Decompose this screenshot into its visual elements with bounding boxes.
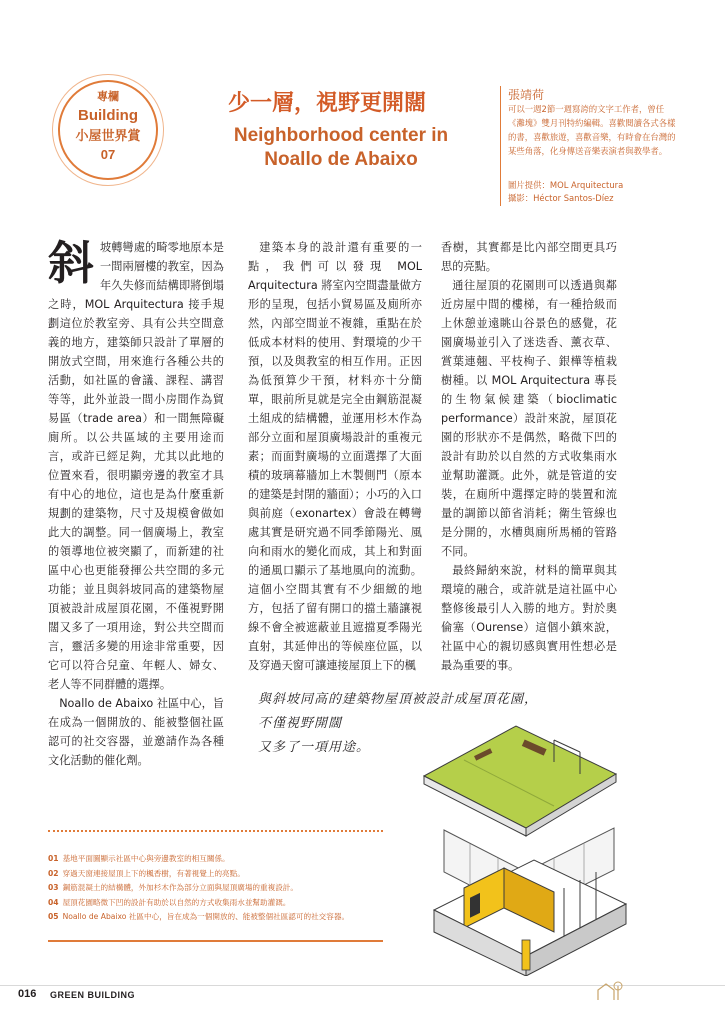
- article-title-en: Neighborhood center in Noallo de Abaixo: [233, 125, 449, 170]
- caption-item: [48, 867, 388, 882]
- paragraph: 通往屋頂的花園則可以透過與鄰近房屋中間的樓梯，有一種拾級而上休憩並遠眺山谷景色的感覺，花園廣場並引入了迷迭香、薰衣草、賞葉連翹、平枝栒子、銀樺等植栽樹種。以 MOL Arquitectura 專長的生物氣候建築（bioclimatic performance）設計來說，屋頂花園的形狀亦不是偶然，略微下凹的設計有助於以自然的方式收集雨水並幫助灌溉。此外，就是管道的安裝，在廁所中選擇定時的裝置和流量的調節以節省消耗；衛生管線也是分開的，水槽與廁所馬桶的管路不同。: [441, 279, 617, 558]
- badge-category: 專欄: [97, 90, 119, 103]
- caption-text: Noallo de Abaixo 社區中心，旨在成為一個開放的、能被整個社區認可的社交容器。: [62, 912, 350, 921]
- house-tree-icon: [596, 980, 626, 1002]
- photographer-credit: 攝影：Héctor Santos-Díez: [508, 193, 614, 203]
- caption-number: 01: [48, 854, 59, 863]
- caption-item: [48, 881, 388, 896]
- drop-cap: 斜: [48, 236, 94, 290]
- caption-item: [48, 910, 388, 925]
- page-number: 016: [18, 988, 37, 1000]
- axonometric-illustration: [404, 718, 644, 976]
- caption-text: 屋頂花園略微下凹的設計有助於以自然的方式收集雨水並幫助灌溉。: [62, 897, 291, 907]
- paragraph: 最終歸納來說，材料的簡單與其環境的融合，或許就是這社區中心整修後最引人入勝的地方。對於奧倫塞（Ourense）這個小鎮來說，社區中心的親切感與實用性想必是最為重要的事。: [441, 564, 617, 672]
- magazine-name: GREEN BUILDING: [50, 990, 136, 1000]
- body-column-3: [441, 238, 617, 675]
- caption-number: 03: [48, 883, 59, 892]
- paragraph: Noallo de Abaixo 社區中心，旨在成為一個開放的、能被整個社區認可的社交容器，並邀請作為各種文化活動的催化劑。: [48, 697, 224, 767]
- column-badge: [58, 80, 158, 180]
- caption-item: [48, 852, 388, 867]
- badge-title-zh: 小屋世界賞: [75, 129, 141, 144]
- caption-text: 穿過天窗連接屋頂上下的楓香樹，有著視覺上的亮點。: [62, 868, 245, 878]
- caption-divider: [48, 940, 383, 942]
- note-line: 又多了一項用途。: [258, 740, 371, 755]
- author-name: 張靖荷: [508, 88, 545, 102]
- caption-text: 基地平面圖顯示社區中心與旁邊教室的相互關係。: [62, 854, 230, 863]
- caption-number: 05: [48, 912, 59, 921]
- caption-item: [48, 896, 388, 911]
- author-divider: [500, 86, 501, 206]
- photo-credit: 圖片提供：MOL Arquitectura: [508, 180, 624, 190]
- paragraph: 香樹，其實都是比內部空間更具巧思的亮點。: [441, 241, 617, 273]
- caption-number: 02: [48, 868, 59, 878]
- badge-title-en: Building: [78, 107, 138, 124]
- article-title-zh: 少一層，視野更開闊: [228, 91, 427, 116]
- caption-text: 鋼筋混凝土的結構體，外加杉木作為部分立面與屋頂廣場的重複設計。: [62, 883, 298, 892]
- body-column-1: [48, 238, 224, 770]
- badge-issue-number: 07: [100, 147, 116, 162]
- caption-divider-dotted: [48, 830, 383, 832]
- figure-captions: [48, 852, 388, 925]
- author-bio: 可以一週2節一週寫誇的文字工作者，曾任《灘塊》雙月刊特約編輯。喜歡閱讀各式各樣的書，喜歡旅遊，喜歡音樂，有時會在台灣的某些角落，化身傳送音樂表演者與教學者。: [508, 104, 676, 156]
- paragraph: 建築本身的設計還有重要的一點，我們可以發現 MOL Arquitectura 將室內空間盡量做方形的呈現，包括小貿易區及廁所亦然，內部空間並不複雜，重點在於低成本材料的使用、對環境的少干預，以及與教室的相互作用。正因為低預算少干預，材料亦十分簡單，眼前所見就是完全由鋼筋混凝土組成的結構體，並運用杉木作為部分立面和屋頂廣場設計的重複元素；而面對廣場的立面選擇了大面積的玻璃幕牆加上木製側門（原本的建築是封閉的牆面）；小巧的入口與前庭（exonartex）會設在轉彎處其實是研究過不同季節陽光、風向和雨水的變化而成，其上和對面的通風口顯示了基地風向的流動。這個小空間其實有不少細緻的地方，包括了留有開口的擋土牆讓視線不會全被遮蔽並且遮擋夏季陽光直射，其延伸出的等候座位區，以及穿過天窗可讓連接屋頂上下的楓: [248, 241, 422, 672]
- note-line: 與斜坡同高的建築物屋頂被設計成屋頂花園，: [258, 692, 539, 707]
- roof-garden-layer: [424, 726, 616, 836]
- body-column-2: [248, 238, 422, 675]
- paragraph: 坡轉彎處的畸零地原本是一間兩層樓的教室，因為年久失修而結構即將倒塌之時，MOL Arquitectura 接手規劃這位於教室旁、具有公共空間意義的地方，建築師只設計了單層的開放式空間，用來進行各種公共的活動，如社區的會議、課程、講習等等，此外並設一間小房間作為貿易區（trade area）和一間無障礙廁所。以公共區域的主要用途而言，或許已經足夠，尤其以此地的位置來看，很明顯旁邊的教室才具有中心的地位，這也是為什麼重新規劃的建築物，尺寸及規模會做如此大的調整。同一個廣場上，教室的領導地位被突顯了，而新建的社區中心也更能發揮公共空間的多元功能；並且與斜坡同高的建築物屋頂被設計成屋頂花園，不僅視野開闊又多了一項用途，對公共空間而言，靈活多變的用途非常重要，因它可以符合兒童、年輕人、婦女、老人等不同群體的選擇。: [48, 241, 224, 691]
- caption-number: 04: [48, 897, 59, 907]
- note-line: 不僅視野開闊: [258, 716, 343, 731]
